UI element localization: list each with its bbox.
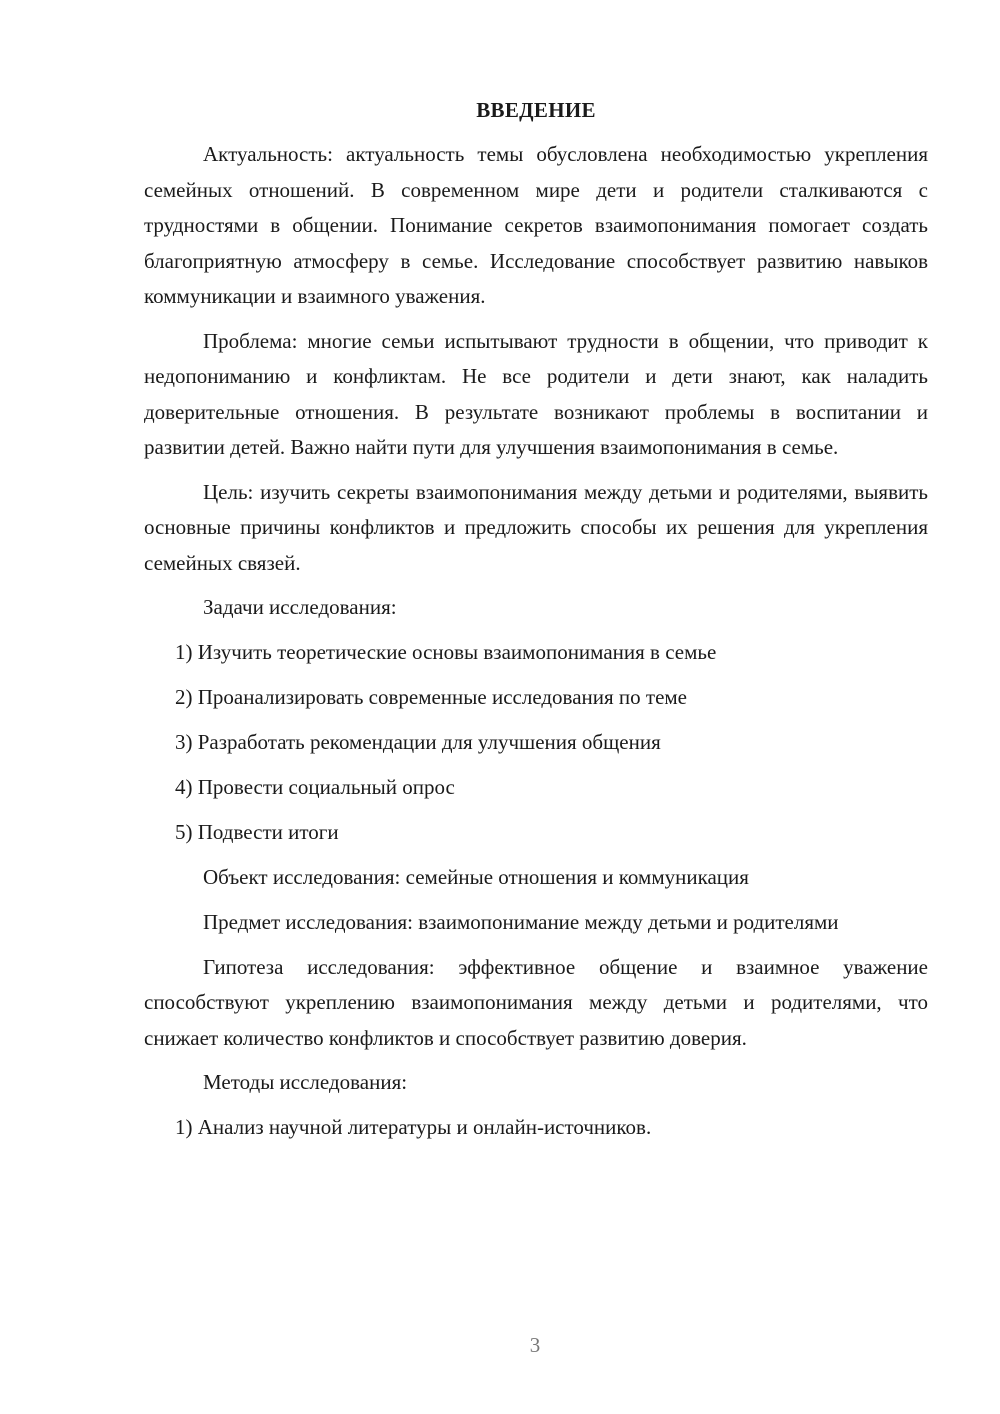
task-item-5: 5) Подвести итоги: [175, 820, 339, 844]
task-item-3: 3) Разработать рекомендации для улучшения общения: [175, 730, 661, 754]
goal-paragraph: Цель: изучить секреты взаимопонимания между детьми и родителями, выявить основные причины конфликтов и предложить способы их решения для укрепления семейных связей.: [144, 479, 928, 575]
task-item-4: 4) Провести социальный опрос: [175, 775, 455, 799]
task-item-1: 1) Изучить теоретические основы взаимопонимания в семье: [175, 640, 717, 664]
page-number: 3: [529, 1333, 541, 1357]
relevance-paragraph: Актуальность: актуальность темы обусловлена необходимостью укрепления семейных отношений. В современном мире дети и родители сталкиваются с трудностями в общении. Понимание секретов взаимопонимания помогает создать благоприятную атмосферу в семье. Исследование способствует развитию навыков коммуникации и взаимного уважения.: [144, 142, 928, 308]
tasks-heading: Задачи исследования:: [203, 595, 397, 619]
hypothesis-paragraph: Гипотеза исследования: эффективное общение и взаимное уважение способствуют укреплению взаимопонимания между детьми и родителями, что снижает количество конфликтов и способствует развитию доверия.: [144, 954, 928, 1050]
method-item-1: 1) Анализ научной литературы и онлайн-источников.: [175, 1115, 652, 1139]
methods-heading: Методы исследования:: [203, 1070, 408, 1094]
document-title: ВВЕДЕНИЕ: [476, 98, 596, 122]
document-page: [144, 95, 928, 1155]
task-item-2: 2) Проанализировать современные исследования по теме: [175, 685, 687, 709]
problem-paragraph: Проблема: многие семьи испытывают трудности в общении, что приводит к недопониманию и конфликтам. Не все родители и дети знают, как наладить доверительные отношения. В результате возникают проблемы в воспитании и развитии детей. Важно найти пути для улучшения взаимопонимания в семье.: [144, 328, 928, 459]
subject-paragraph: Предмет исследования: взаимопонимание между детьми и родителями: [203, 910, 839, 934]
object-line: Объект исследования: семейные отношения и коммуникация: [203, 865, 749, 889]
